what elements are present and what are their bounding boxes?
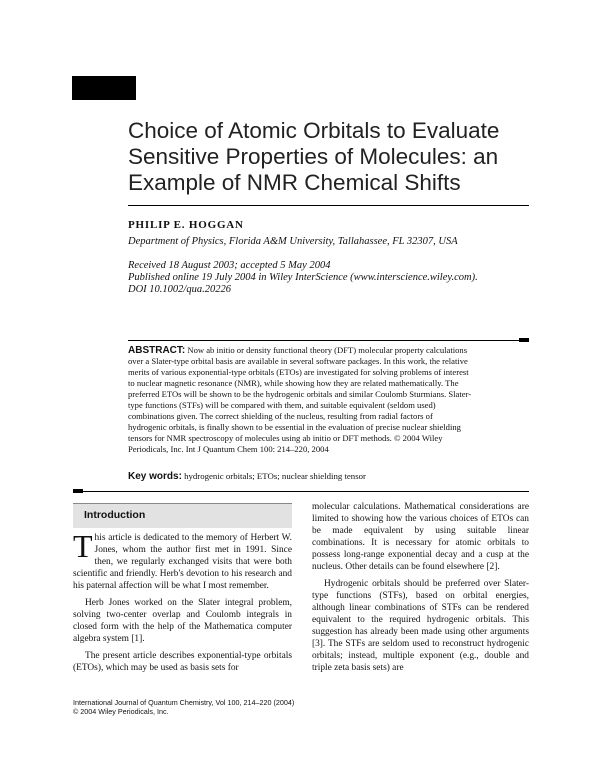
intro-paragraph-5: Hydrogenic orbitals should be preferred over Slater-type functions (STFs), based on orbital energies, although linear combinations of STFs can be rendered equivalent to the required hydrogenic orbitals. This suggestion has already been made using other arguments [3]. The STFs are seldom used to reconstruct hydrogenic orbitals; instead, multiple exponent (e.g., double and triple zeta basis sets) are <box>312 579 529 673</box>
title-line: Sensitive Properties of Molecules: an <box>128 144 499 169</box>
page-footer <box>73 698 294 716</box>
title-line: Choice of Atomic Orbitals to Evaluate <box>128 118 500 143</box>
abstract-rule <box>128 340 529 341</box>
doi: DOI 10.1002/qua.20226 <box>128 284 231 295</box>
paper-title <box>128 118 548 196</box>
intro-paragraph-4: molecular calculations. Mathematical considerations are limited to showing how the various choices of ETOs can be made equivalent by using suitable linear combinations. It is necessary for atomic orbitals to possess long-range exponential decay and a cusp at the nucleus. Other details can be found elsewhere [2]. <box>312 502 529 572</box>
header-black-block <box>72 76 136 100</box>
keywords-rule <box>73 491 529 492</box>
journal-citation: International Journal of Quantum Chemistry, Vol 100, 214–220 (2004) <box>73 698 295 707</box>
title-rule <box>128 205 529 206</box>
published-online: Published online 19 July 2004 in Wiley InterScience (www.interscience.wiley.com). <box>128 272 478 283</box>
received-date: Received 18 August 2003; accepted 5 May 2004 <box>128 260 331 271</box>
drop-cap: T <box>73 528 93 564</box>
keywords-text: hydrogenic orbitals; ETOs; nuclear shielding tensor <box>184 471 366 481</box>
abstract-rule-cap <box>519 338 529 342</box>
intro-paragraph-3: The present article describes exponential-type orbitals (ETOs), which may be used as basis sets for <box>73 651 292 673</box>
paragraph-text: his article is dedicated to the memory of Herbert W. Jones, whom the author first met in 1991. Since then, we regularly exchanged visits that were both scientific and friendly. Herb's devotion to his research and his paternal affection will be what I most remember. <box>73 533 292 591</box>
copyright: © 2004 Wiley Periodicals, Inc. <box>73 707 169 716</box>
affiliation: Department of Physics, Florida A&M University, Tallahassee, FL 32307, USA <box>128 236 458 247</box>
abstract-text: Now ab initio or density functional theory (DFT) molecular property calculations over a Slater-type orbital basis are available in several software packages. In this work, the relative merits of various exponential-type orbitals (ETOs) are investigated for solving problems of interest to nuclear magnetic resonance (NMR), while showing how they are related mathematically. The preferred ETOs will be shown to be the hydrogenic orbitals and similar Coulomb Sturmians. Slater-type functions (STFs) will be compared with them, and suitable equivalent (seldom used) combinations given. The correct shielding of the nucleus, resulting from radial factors of hydrogenic orbitals, is finally shown to be essential in the evaluation of precise nuclear shielding tensors for NMR spectroscopy of molecules using ab initio or DFT methods. © 2004 Wiley Periodicals, Inc. Int J Quantum Chem 100: 214–220, 2004 <box>128 345 472 454</box>
abstract <box>128 345 473 455</box>
intro-paragraph-1 <box>73 528 292 592</box>
title-line: Example of NMR Chemical Shifts <box>128 170 461 195</box>
right-column <box>312 501 529 674</box>
section-heading: Introduction <box>84 509 146 521</box>
keywords-label: Key words: <box>128 471 182 482</box>
keywords <box>128 471 366 482</box>
abstract-label: ABSTRACT: <box>128 345 186 356</box>
author-name: PHILIP E. HOGGAN <box>128 219 244 231</box>
intro-paragraph-2: Herb Jones worked on the Slater integral problem, solving two-center overlap and Coulomb integrals in closed form with the help of the Mathematica computer algebra system [1]. <box>73 598 292 644</box>
publication-dates <box>128 260 478 296</box>
left-column <box>73 528 292 674</box>
